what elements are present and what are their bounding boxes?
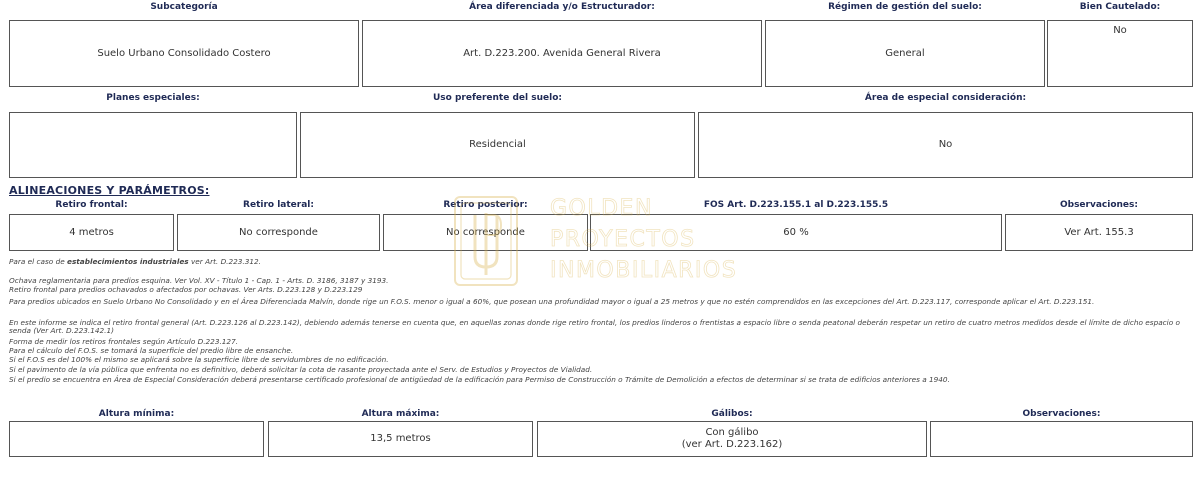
note-line: Si el predio se encuentra en Área de Especial Consideración deberá presentarse certificado profesional de antigüedad de la edificación para Permiso de Construcción o Trámite de Demolición a efectos de determinar si se trata de edificios anteriores a 1940. <box>9 375 950 384</box>
altura-maxima-label: Altura máxima: <box>361 409 440 419</box>
note-line: Forma de medir los retiros frontales según Artículo D.223.127. <box>9 337 239 346</box>
observaciones-text: Ver Art. 155.3 <box>1064 226 1134 238</box>
retiro-lateral-text: No corresponde <box>239 226 318 238</box>
uso-preferente-text: Residencial <box>469 139 526 150</box>
note-line: Ochava reglamentaria para predios esquina. Ver Vol. XV - Título 1 - Cap. 1 - Arts. D. 3186, 3187 y 3193. <box>9 276 389 285</box>
area-especial-text: No <box>938 139 953 150</box>
note-industriales-post: ver Art. D.223.312. <box>188 257 261 266</box>
subcategoria-text: Suelo Urbano Consolidado Costero <box>97 47 271 59</box>
retiro-frontal-text: 4 metros <box>69 226 114 238</box>
observaciones-value <box>1005 214 1193 251</box>
retiro-posterior-value <box>383 214 588 251</box>
note-line: Si el F.O.S es del 100% el mismo se aplicará sobre la superficie libre de servidumbres de no edificación. <box>9 355 389 364</box>
observaciones-altura-value <box>930 421 1193 457</box>
bien-cautelado-label: Bien Cautelado: <box>1079 2 1161 12</box>
regimen-gestion-label: Régimen de gestión del suelo: <box>828 2 982 12</box>
observaciones-label: Observaciones: <box>1059 200 1138 210</box>
retiro-lateral-value <box>177 214 380 251</box>
retiro-frontal-label: Retiro frontal: <box>55 200 128 210</box>
regimen-gestion-text: General <box>885 47 925 59</box>
note-line: Para predios ubicados en Suelo Urbano No Consolidado y en el Área Diferenciada Malvín, donde rige un F.O.S. menor o igual a 60%, que posean una profundidad mayor o igual a 25 metros y que no estén comprendidos en las excepciones del Art. D.223.117, corresponde aplicar el Art. D.223.151. <box>9 297 1095 306</box>
planes-especiales-label: Planes especiales: <box>106 93 200 103</box>
note-industriales-pre: Para el caso de <box>9 257 68 266</box>
area-diferenciada-text: Art. D.223.200. Avenida General Rivera <box>463 47 661 59</box>
fos-value <box>590 214 1002 251</box>
galibos-text-line1: Con gálibo <box>705 427 759 438</box>
area-especial-value <box>698 112 1193 178</box>
altura-minima-label: Altura mínima: <box>98 409 175 419</box>
altura-maxima-value <box>268 421 533 457</box>
watermark-line1: GOLDEN <box>550 196 653 221</box>
observaciones-altura-label: Observaciones: <box>1022 409 1101 419</box>
galibos-value <box>537 421 927 457</box>
bien-cautelado-value <box>1047 20 1193 87</box>
subcategoria-label: Subcategoría <box>150 2 218 12</box>
galibos-label: Gálibos: <box>711 409 753 419</box>
regimen-gestion-value <box>765 20 1045 87</box>
note-line: Si el pavimento de la vía pública que enfrenta no es definitivo, deberá solicitar la cota de rasante proyectada ante el Serv. de Estudios y Proyectos de Vialidad. <box>9 365 593 374</box>
retiro-lateral-label: Retiro lateral: <box>243 200 314 210</box>
planes-especiales-value <box>9 112 297 178</box>
area-diferenciada-label: Área diferenciada y/o Estructurador: <box>469 2 655 12</box>
section-title-alineaciones: ALINEACIONES Y PARÁMETROS: <box>9 184 210 197</box>
area-diferenciada-value <box>362 20 762 87</box>
area-especial-label: Área de especial consideración: <box>864 93 1027 103</box>
note-line: Para el cálculo del F.O.S. se tomará la superficie del predio libre de ensanche. <box>9 346 294 355</box>
fos-label: FOS Art. D.223.155.1 al D.223.155.5 <box>703 200 889 210</box>
altura-maxima-text: 13,5 metros <box>370 433 431 444</box>
note-line: En este informe se indica el retiro frontal general (Art. D.223.126 al D.223.142), debiendo además tenerse en cuenta que, en aquellas zonas donde rige retiro frontal, los predios linderos o frentistas a espacio libre o senda peatonal deberán respetar un retiro de cuatro metros medidos desde el límite de dicho espacio o senda (Ver Art. D.223.142.1) <box>9 318 1180 336</box>
retiro-posterior-text: No corresponde <box>446 226 525 238</box>
subcategoria-value <box>9 20 359 87</box>
retiro-frontal-value <box>9 214 174 251</box>
note-line: Retiro frontal para predios ochavados o afectados por ochavas. Ver Arts. D.223.128 y D.223.129 <box>9 285 363 294</box>
uso-preferente-value <box>300 112 695 178</box>
uso-preferente-label: Uso preferente del suelo: <box>433 93 562 103</box>
bien-cautelado-text: No <box>1113 25 1127 36</box>
retiro-posterior-label: Retiro posterior: <box>443 200 528 210</box>
altura-minima-value <box>9 421 264 457</box>
galibos-text-line2: (ver Art. D.223.162) <box>681 439 783 450</box>
fos-text: 60 % <box>783 226 809 238</box>
note-industriales-bold: establecimientos industriales <box>67 257 189 266</box>
watermark-line3: INMOBILIARIOS <box>550 258 738 283</box>
note-industriales <box>9 258 261 266</box>
